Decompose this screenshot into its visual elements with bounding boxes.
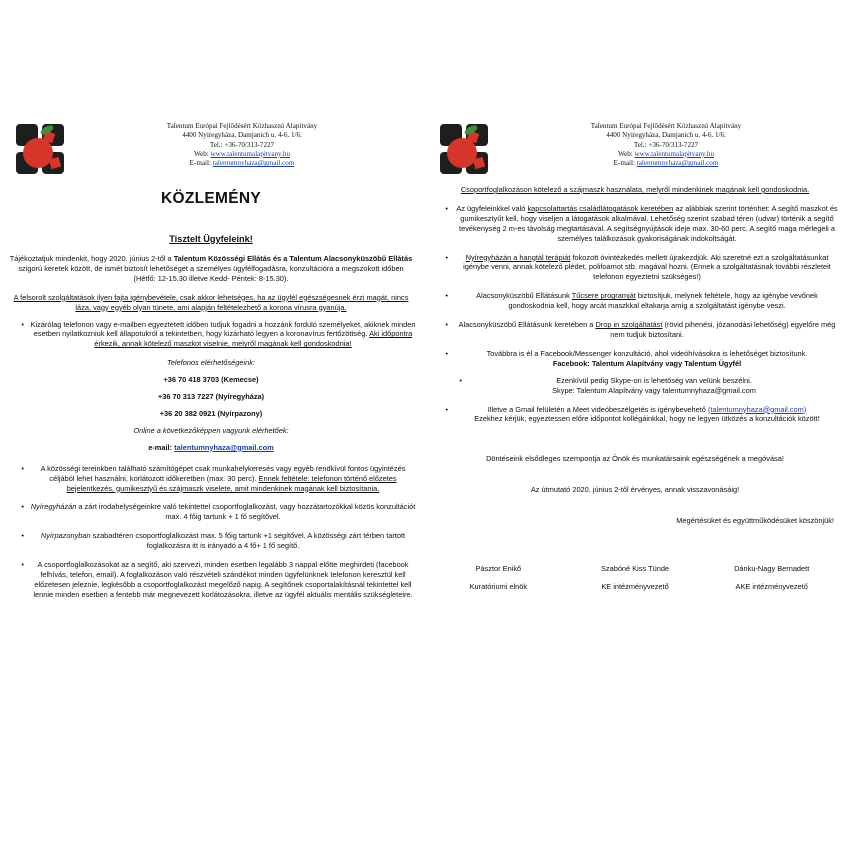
talentum-logo [14, 122, 68, 180]
bullet-text: fokozott óvintézkedés mellett újrakezdjük. Aki szeretné ezt a szolgáltatásunkat igénybe venni, annak kötelező plédet, polifoamot stb. magával hozni. (Ennek a szolgáltatásnak további részleteit telefonon egyeztetni szükséges!) [463, 252, 831, 282]
bullet-item: • Illetve a Gmail felületén a Meet videóbeszélgetés is igénybevehető (talentumnyhaza@gmail.com) Ezekhez kérjük, egyeztessen előre időpontot kollégáinkkal, hogy ne legyen ütközés a konzultációk között! [445, 404, 820, 424]
org-web-label: Web: [193, 149, 209, 158]
bullet-text-2: biztosítjuk, melynek feltétele, hogy az igénybe vevőnek gondoskodnia kell, hogy arcát maszkkal eltakarja amíg a szolgáltatást igénybe veszi. [508, 291, 818, 311]
org-info [492, 122, 840, 168]
intro-bold: Talentum Közösségi Ellátás és a Talentum Alacsonyküszöbű Ellátás [173, 254, 413, 263]
decisions-note: Döntéseink elsődleges szempontja az Önök és munkatársaink egészségének a megóvása! [486, 454, 784, 464]
phone-nyirpazony: +36 20 382 0921 (Nyírpazony) [159, 408, 263, 418]
bullet-item: • Nyírpazonyban szabadtéren csoportfoglalkozást max. 5 főig tartunk +1 segítővel. A közösségi zárt térben tartott foglalkozásra itt is irányadó a 4 fő+ 1 fő segítő. [21, 531, 406, 551]
bullet-text-2: az alábbiak szerint történhet: A segítő maszkot és gumikesztyűt kell, hogy viseljen a látogatások alkalmával. Lehetőség szerint szabad téren (udvar) történik a segítő tevékenység 2 m-es távolság megtartásával. A segítségnyújtások ideje max. 30-60 perc. A segítő maga mérlegeli a személyes találkozások gyakoriságának indokoltságát. [459, 203, 838, 243]
org-email-link[interactable]: talentumnyhaza@gmail.com [212, 159, 295, 168]
online-heading: Online a következőképpen vagyunk elérhetőek: [133, 425, 289, 435]
letterhead [430, 118, 840, 184]
bullet-item: • A csoportfoglalkozásokat az a segítő, aki szervezi, minden esetben legalább 3 nappal előtte meghirdeti (facebook felhívás, telefon, email). A foglalkozáson való részvételi szándékot minden ügyfelünknek telefonon keresztül kell előzetesen jeleznie, legkésőbb a csoportfoglalkozást megelőző napig. A segítőnek csoportalakításnál tekintettel kell lennie minden esetben a fentebb már megnevezett korlátozásokra, illetve az ügyfél aktuális mentális szükségleteire. [6, 560, 416, 600]
facebook-contact: Facebook: Talentum Alapítvány vagy Talentum Ügyfél [552, 358, 742, 368]
phones-heading: Telefonos elérhetőségeink: [166, 358, 256, 368]
bullet-item: • Ezenkívül pedig Skype-on is lehetőség van velünk beszélni. Skype: Talentum Alapítvány vagy talentumnyhaza@gmail.com [459, 375, 756, 395]
org-info [68, 122, 416, 168]
bullet-underlined: Drop in szolgáltatást [595, 320, 663, 330]
intro-text-2: szigorú keretek között, de ismét biztosít lehetőséget a személyes ügyfélfogadásra, konzultációra a megszokott időben [18, 263, 404, 273]
signer-names [430, 564, 840, 574]
contact-email [6, 443, 416, 453]
bullet-text: A közösségi tereinkben található számítógépet csak munkahelykeresés vagy egyéb rendkívül fontos ügyintézés céljából lehet használni, korlátozott időkeretben (max. 30 perc). [40, 463, 406, 483]
intro-text: Tájékoztatjuk mindenkit, hogy 2020. június 2-től a [9, 254, 172, 263]
signer-name: Szabóné Kiss Tünde [600, 564, 670, 574]
org-web-link[interactable]: www.talentumalapitvany.hu [210, 149, 291, 158]
bullet-underlined: Tűcsere programját [571, 291, 636, 301]
bullet-item: • Továbbra is él a Facebook/Messenger konzultáció, ahol videóhívásokra is lehetőséget biztosítunk. Facebook: Talentum Alapítvány vagy Talentum Ügyfél [445, 348, 808, 368]
org-email-label: E-mail: [189, 159, 211, 168]
signer-name: Dánku-Nagy Bernadett [734, 564, 810, 574]
org-web-link[interactable]: www.talentumalapitvany.hu [634, 149, 715, 158]
bullet-text: Illetve a Gmail felületén a Meet videóbeszélgetés is igénybevehető [487, 404, 706, 414]
signer-role: Kuratóriumi elnök [469, 581, 528, 591]
bullet-place: Nyíregyházán [30, 502, 77, 512]
bullet-underlined: kapcsolattartás családlátogatások keretében [527, 203, 674, 213]
org-name: Talentum Európai Fejlődésért Közhasznú Alapítvány [590, 122, 742, 130]
email-link[interactable]: talentumnyhaza@gmail.com [174, 442, 274, 452]
opening-hours: (Hétfő: 12-15.30 illetve Kedd- Péntek: 8-15.30). [133, 273, 289, 283]
bullet-text: Alacsonyküszöbű Ellátásunk [476, 291, 570, 301]
intro-paragraph [6, 254, 416, 284]
email-label: e-mail: [148, 442, 173, 452]
bullet-subtext: Ezekhez kérjük, egyeztessen előre időpontot kollégáinkkal, hogy ne legyen ütközés a konzultációk között! [474, 414, 820, 424]
bullet-underlined: Aki időpontra érkezik, annak kötelező maszkot viselnie, melyről magának kell gondoskodnia! [94, 329, 413, 349]
bullet-text: Ezenkívül pedig Skype-on is lehetőség van velünk beszélni. [556, 375, 752, 385]
bullet-text: Továbbra is él a Facebook/Messenger konzultáció, ahol videóhívásokra is lehetőséget biztosítunk. [486, 348, 808, 358]
bullet-text: Alacsonyküszöbű Ellátásunk keretében a [458, 320, 594, 330]
bullet-item: • Kizárólag telefonon vagy e-mailben egyeztetett időben tudjuk fogadni a hozzánk forduló személyeket, akiknek minden esetben nyilatkozniuk kell állapotukról a tekintetben, hogy kizárható legyen a koronavírus fertőzöttség. Aki időpontra érkezik, annak kötelező maszkot viselnie, melyről magának kell gondoskodnia! [21, 319, 416, 349]
bullet-text: A csoportfoglalkozásokat az a segítő, aki szervezi, minden esetben legalább 3 nappal előtte meghirdeti (facebook felhívás, telefon, email). A foglalkozáson való részvételi szándékot minden ügyfelünknek telefonon keresztül kell előzetesen jeleznie, legkésőbb a csoportfoglalkozást megelőző napig. A segítőnek csoportalakításnál tekintettel kell lennie minden esetben a fentebb már megnevezett korlátozásokra, illetve az ügyfél aktuális mentális szükségleteire. [33, 560, 413, 599]
bullet-underlined: Ennek feltétele: telefonon történő előzetes bejelentkezés, gumikesztyű és szájmaszk viselete, amit mindenkinek magának kell biztosítania. [66, 473, 397, 493]
signer-role: KE intézményvezető [601, 581, 669, 591]
bullet-text: szabadtéren csoportfoglalkozást max. 5 főig tartunk +1 segítővel. A közösségi zárt térben tartott foglalkozásra itt is irányadó a 4 fő+ 1 fő segítő. [92, 531, 406, 551]
page-title: KÖZLEMÉNY [160, 190, 261, 207]
org-email-label: E-mail: [613, 159, 635, 168]
org-name: Talentum Európai Fejlődésért Közhasznú Alapítvány [166, 122, 318, 130]
left-page [6, 118, 416, 600]
bullet-item: • A közösségi tereinkben található számítógépet csak munkahelykeresés vagy egyéb rendkívül fontos ügyintézés céljából lehet használni, korlátozott időkeretben (max. 30 perc). Ennek feltétele: telefonon történő előzetes bejelentkezés, gumikesztyű és szájmaszk viselete, amit mindenkinek magának kell biztosítania. [21, 463, 406, 493]
org-web-label: Web: [617, 149, 633, 158]
bullet-text: Az ügyfeleinkkel való [456, 203, 526, 213]
condition-paragraph: A felsorolt szolgáltatások ilyen fajta igénybevétele, csak akkor lehetséges, ha az ügyfél egészségesnek érzi magát, nincs láza, vagy egyéb olyan tünete, ami alapján feltételezhető a korona vírusra gyanúja. [13, 292, 409, 312]
signer-role: AKE intézményvezető [735, 581, 808, 591]
skype-contact: Skype: Talentum Alapítvány vagy talentumnyhaza@gmail.com [552, 385, 756, 395]
bullet-text: Kizárólag telefonon vagy e-mailben egyeztetett időben tudjuk fogadni a hozzánk forduló személyeket, akiknek minden esetben nyilatkozniuk kell állapotukról a tekintetben, hogy kizárható legyen a koronavírus fertőzöttség. [30, 319, 416, 339]
validity-note: Az útmutató 2020. június 2-től érvényes, annak visszavonásáig! [530, 485, 740, 495]
bullet-item: • Alacsonyküszöbű Ellátásunk Tűcsere programját biztosítjuk, melynek feltétele, hogy az igénybe vevőnek gondoskodnia kell, hogy arcát maszkkal eltakarja amíg a szolgáltatást igénybe veszi. [445, 291, 818, 311]
bullet-item: • Nyíregyházán a hangtál terápiát fokozott óvintézkedés mellett újrakezdjük. Aki szeretné ezt a szolgáltatásunkat igénybe venni, annak kötelező plédet, polifoamot stb. magával hozni. (Ennek a szolgáltatásnak további részleteit telefonon egyeztetni szükséges!) [445, 252, 831, 282]
greeting: Tisztelt Ügyfeleink! [169, 234, 253, 244]
right-page [430, 118, 840, 592]
bullet-item: • Az ügyfeleinkkel való kapcsolattartás családlátogatások keretében az alábbiak szerint történhet: A segítő maszkot és gumikesztyűt kell, hogy viseljen a látogatások alkalmával. Lehetőség szerint szabad téren (udvar) történik a segítő tevékenység 2 m-es távolság megtartásával. A segítségnyújtások ideje max. 30-60 perc. A segítő maga mérlegeli a személyes találkozások gyakoriságának indokoltságát. [445, 203, 838, 243]
phone-kemecse: +36 70 418 3703 (Kemecse) [163, 375, 259, 385]
meet-email-link[interactable]: (talentumnyhaza@gmail.com) [707, 404, 807, 414]
org-address: 4400 Nyíregyháza, Damjanich u. 4-6. 1/6. [182, 131, 302, 140]
bullet-text-2: (rövid pihenési, józanodási lehetőség) egyelőre még nem tudjuk biztosítani. [610, 320, 836, 339]
bullet-item: • Alacsonyküszöbű Ellátásunk keretében a Drop in szolgáltatást (rövid pihenési, józanodási lehetőség) egyelőre még nem tudjuk biztosítani. [445, 320, 836, 339]
bullet-text: a zárt irodahelységeinkre való tekintettel csoportfoglalkozást, vagy hozzátartozókkal közös konzultációt max. 4 főig tartunk + 1 fő segítővel. [78, 502, 416, 522]
bullet-place: Nyírpazonyban [40, 531, 91, 541]
org-phone: Tel.: +36-70/313-7227 [209, 140, 275, 149]
mask-notice: Csoportfoglalkozáson kötelező a szájmaszk használata, melyről mindenkinek magának kell gondoskodnia. [460, 185, 810, 194]
letterhead [6, 118, 416, 184]
org-phone: Tel.: +36-70/313-7227 [633, 140, 699, 149]
talentum-logo [438, 122, 492, 180]
signer-roles [430, 582, 840, 592]
org-address: 4400 Nyíregyháza, Damjanich u. 4-6. 1/6. [606, 131, 726, 140]
bullet-item: • Nyíregyházán a zárt irodahelységeinkre való tekintettel csoportfoglalkozást, vagy hozzátartozókkal közös konzultációt max. 4 főig tartunk + 1 fő segítővel. [21, 502, 416, 522]
phone-nyiregyhaza: +36 70 313 7227 (Nyíregyháza) [157, 392, 265, 402]
thanks-note: Megértésüket és együttműködésüket köszönjük! [676, 516, 834, 526]
signer-name: Pásztor Enikő [475, 564, 522, 574]
org-email-link[interactable]: talentumnyhaza@gmail.com [636, 159, 719, 168]
bullet-underlined: Nyíregyházán a hangtál terápiát [465, 252, 571, 262]
